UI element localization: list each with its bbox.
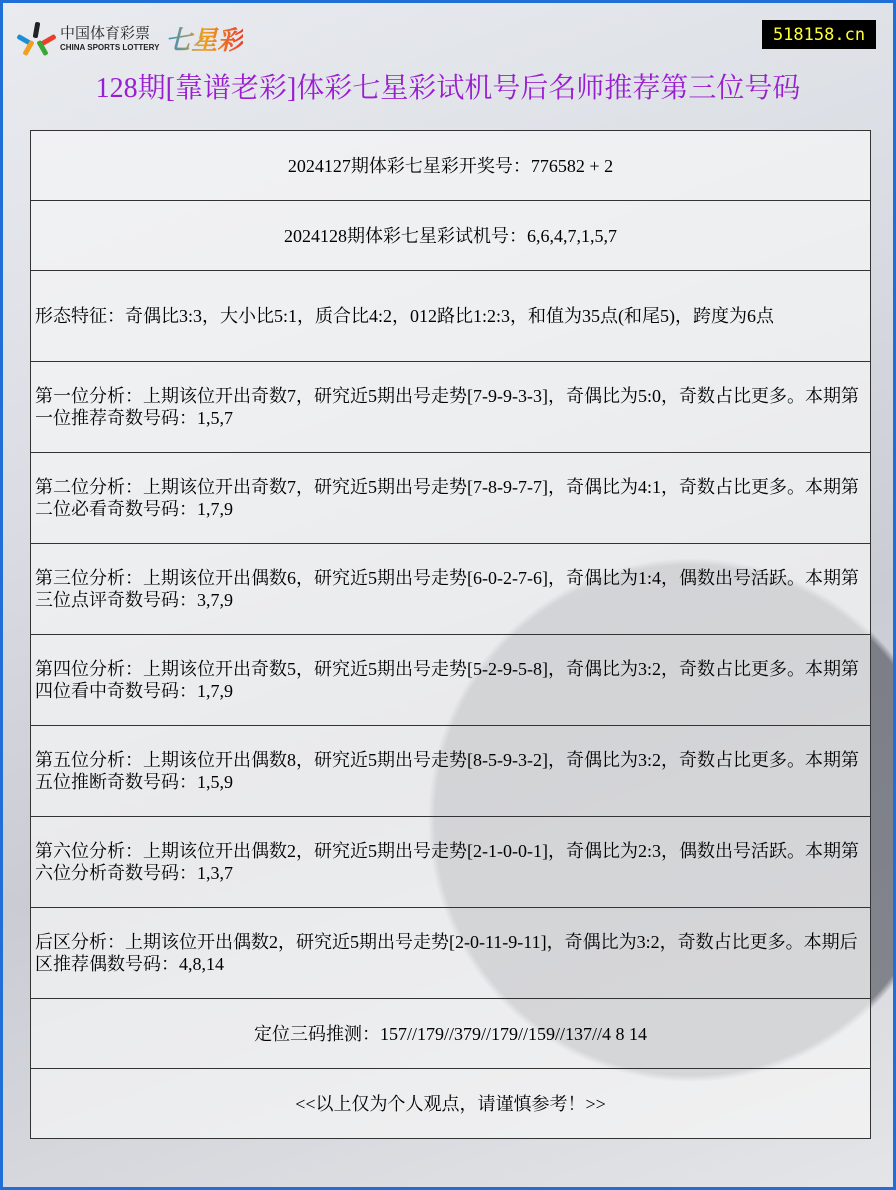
position-4-analysis: 第四位分析：上期该位开出奇数5，研究近5期出号走势[5-2-9-5-8]，奇偶比为3:2，奇数占比更多。本期第四位看中奇数号码：1,7,9	[31, 635, 871, 726]
shape-features: 形态特征：奇偶比3:3，大小比5:1，质合比4:2，012路比1:2:3，和值为35点(和尾5)，跨度为6点	[31, 271, 871, 362]
position-2-analysis: 第二位分析：上期该位开出奇数7，研究近5期出号走势[7-8-9-7-7]，奇偶比为4:1，奇数占比更多。本期第二位必看奇数号码：1,7,9	[31, 453, 871, 544]
analysis-table	[30, 130, 871, 1139]
table-row	[31, 635, 871, 726]
lottery-star-icon	[20, 22, 54, 56]
china-sports-lottery-logo	[20, 20, 243, 57]
table-row	[31, 544, 871, 635]
draw-result: 2024127期体彩七星彩开奖号：776582 + 2	[31, 131, 871, 201]
table-row	[31, 271, 871, 362]
three-code-prediction: 定位三码推测：157//179//379//179//159//137//4 8 14	[31, 999, 871, 1069]
product-logo-text: 七星彩	[165, 20, 243, 57]
table-row	[31, 908, 871, 999]
logo-en-text: CHINA SPORTS LOTTERY	[60, 42, 160, 52]
table-row	[31, 131, 871, 201]
position-3-analysis: 第三位分析：上期该位开出偶数6，研究近5期出号走势[6-0-2-7-6]，奇偶比为1:4，偶数出号活跃。本期第三位点评奇数号码：3,7,9	[31, 544, 871, 635]
page-title: 128期[靠谱老彩]体彩七星彩试机号后名师推荐第三位号码	[95, 73, 801, 104]
logo-cn-text: 中国体育彩票	[60, 23, 151, 42]
table-row	[31, 726, 871, 817]
position-6-analysis: 第六位分析：上期该位开出偶数2，研究近5期出号走势[2-1-0-0-1]，奇偶比为2:3，偶数出号活跃。本期第六位分析奇数号码：1,3,7	[31, 817, 871, 908]
table-row	[31, 999, 871, 1069]
site-badge[interactable]: 518158.cn	[762, 20, 876, 49]
table-row	[31, 1069, 871, 1139]
table-row	[31, 201, 871, 271]
position-5-analysis: 第五位分析：上期该位开出偶数8，研究近5期出号走势[8-5-9-3-2]，奇偶比为3:2，奇数占比更多。本期第五位推断奇数号码：1,5,9	[31, 726, 871, 817]
position-1-analysis: 第一位分析：上期该位开出奇数7，研究近5期出号走势[7-9-9-3-3]，奇偶比为5:0，奇数占比更多。本期第一位推荐奇数号码：1,5,7	[31, 362, 871, 453]
test-numbers: 2024128期体彩七星彩试机号：6,6,4,7,1,5,7	[31, 201, 871, 271]
table-row	[31, 362, 871, 453]
table-row	[31, 453, 871, 544]
back-zone-analysis: 后区分析：上期该位开出偶数2，研究近5期出号走势[2-0-11-9-11]，奇偶比为3:2，奇数占比更多。本期后区推荐偶数号码：4,8,14	[31, 908, 871, 999]
disclaimer: <<以上仅为个人观点，请谨慎参考！>>	[31, 1069, 871, 1139]
table-row	[31, 817, 871, 908]
